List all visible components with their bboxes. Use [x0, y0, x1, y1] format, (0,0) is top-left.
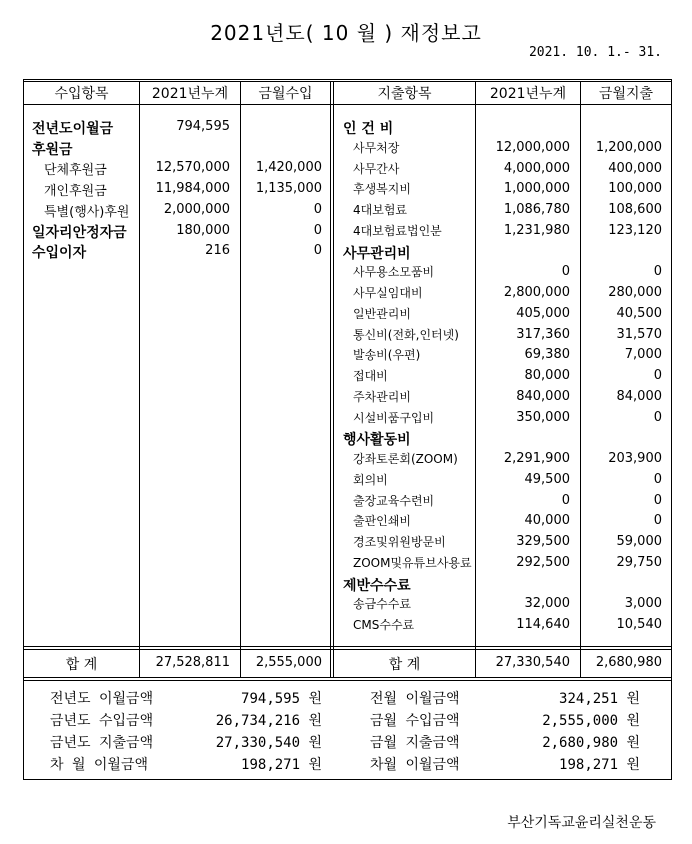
- summary-label: 전년도 이월금액: [50, 691, 154, 707]
- income-item-label: 수입이자: [32, 245, 87, 261]
- expense-item-cum: 2,291,900: [503, 451, 570, 466]
- income-item-cum: 11,984,000: [155, 181, 230, 196]
- totals-expense-cum: 27,330,540: [495, 655, 570, 670]
- summary-label: 차월 이월금액: [370, 757, 460, 773]
- expense-item-label: 출장교육수련비: [353, 494, 435, 508]
- summary-label: 금월 수입금액: [370, 713, 460, 729]
- summary-value: 794,595 원: [241, 691, 322, 707]
- expense-item-label: 발송비(우편): [353, 348, 421, 362]
- expense-item-label: 주차관리비: [353, 390, 411, 404]
- expense-item-cum: 329,500: [516, 534, 570, 549]
- col-divider-3a: [330, 81, 331, 678]
- expense-item-cum: 292,500: [516, 555, 570, 570]
- expense-item-cum: 114,640: [516, 617, 570, 632]
- income-item-label: 단체후원금: [44, 163, 107, 178]
- income-item-month: 0: [313, 223, 322, 238]
- expense-item-cum: 405,000: [516, 306, 570, 321]
- income-item-label: 특별(행사)후원: [44, 205, 130, 220]
- expense-item-month: 0: [653, 472, 662, 487]
- income-item-label: 개인후원금: [44, 184, 107, 199]
- income-item-month: 1,135,000: [255, 181, 322, 196]
- expense-category-label: 인 건 비: [343, 121, 394, 137]
- report-title: 2021년도( 10 월 ) 재정보고: [210, 21, 482, 45]
- expense-item-label: 시설비품구입비: [353, 411, 435, 425]
- summary-label: 금월 지출금액: [370, 735, 460, 751]
- expense-item-label: CMS수수료: [353, 618, 415, 632]
- expense-item-label: 사무실임대비: [353, 286, 423, 300]
- table-border-right: [671, 79, 672, 780]
- expense-item-label: 출판인쇄비: [353, 514, 411, 528]
- header-divider: [23, 104, 672, 105]
- header-expense-cum: 2021년누계: [489, 86, 567, 102]
- expense-item-month: 0: [653, 368, 662, 383]
- report-period: 2021. 10. 1.- 31.: [528, 45, 662, 60]
- expense-item-month: 108,600: [608, 202, 662, 217]
- totals-label-income: 합 계: [65, 657, 98, 673]
- expense-item-label: ZOOM및유튜브사용료: [353, 556, 472, 570]
- expense-item-label: 사무처장: [353, 141, 400, 155]
- totals-label-expense: 합 계: [388, 657, 421, 673]
- expense-item-month: 40,500: [616, 306, 662, 321]
- summary-value: 27,330,540 원: [215, 735, 322, 751]
- summary-label: 금년도 수입금액: [50, 713, 154, 729]
- organization-name: 부산기독교윤리실천운동: [507, 815, 656, 831]
- expense-item-month: 59,000: [616, 534, 662, 549]
- income-item-label: 후원금: [32, 142, 73, 158]
- summary-value: 2,680,980 원: [542, 735, 640, 751]
- header-income-cum: 2021년누계: [151, 86, 229, 102]
- income-item-cum: 12,570,000: [155, 160, 230, 175]
- header-expense-month: 금월지출: [598, 86, 654, 102]
- expense-item-label: 송금수수료: [353, 597, 411, 611]
- expense-item-month: 3,000: [624, 596, 662, 611]
- income-item-cum: 2,000,000: [163, 202, 230, 217]
- summary-label: 차 월 이월금액: [50, 757, 149, 773]
- header-income-month: 금월수입: [258, 86, 313, 102]
- header-expense-item: 지출항목: [377, 86, 432, 102]
- expense-item-label: 일반관리비: [353, 307, 411, 321]
- expense-item-label: 사무용소모품비: [353, 265, 435, 279]
- summary-value: 26,734,216 원: [215, 713, 322, 729]
- income-item-month: 1,420,000: [255, 160, 322, 175]
- expense-item-month: 100,000: [608, 181, 662, 196]
- expense-item-month: 10,540: [616, 617, 662, 632]
- expense-item-cum: 0: [561, 493, 570, 508]
- expense-item-month: 203,900: [608, 451, 662, 466]
- expense-item-month: 1,200,000: [595, 140, 662, 155]
- summary-value: 2,555,000 원: [542, 713, 640, 729]
- expense-category-label: 행사활동비: [343, 432, 411, 448]
- expense-item-month: 31,570: [616, 327, 662, 342]
- table-border-left: [23, 79, 24, 780]
- summary-value: 324,251 원: [559, 691, 640, 707]
- expense-item-cum: 2,800,000: [503, 285, 570, 300]
- expense-item-month: 0: [653, 493, 662, 508]
- table-border-bottom: [23, 779, 672, 780]
- summary-divider-2: [23, 680, 672, 681]
- expense-item-month: 123,120: [608, 223, 662, 238]
- expense-item-month: 0: [653, 513, 662, 528]
- expense-item-month: 280,000: [608, 285, 662, 300]
- expense-item-cum: 0: [561, 264, 570, 279]
- header-income-item: 수입항목: [54, 86, 109, 102]
- expense-item-label: 회의비: [353, 473, 388, 487]
- summary-value: 198,271 원: [241, 757, 322, 773]
- expense-item-cum: 1,231,980: [503, 223, 570, 238]
- income-item-label: 일자리안정자금: [32, 225, 127, 241]
- table-border-top-inner: [23, 81, 672, 82]
- expense-item-label: 사무간사: [353, 162, 400, 176]
- expense-item-cum: 1,000,000: [503, 181, 570, 196]
- expense-category-label: 사무관리비: [343, 246, 411, 262]
- expense-item-label: 4대보험료: [353, 203, 408, 217]
- expense-item-cum: 12,000,000: [495, 140, 570, 155]
- expense-item-month: 84,000: [616, 389, 662, 404]
- totals-divider-1: [23, 646, 672, 647]
- expense-item-label: 경조및위원방문비: [353, 535, 446, 549]
- summary-label: 전월 이월금액: [370, 691, 460, 707]
- expense-item-month: 29,750: [616, 555, 662, 570]
- expense-item-cum: 317,360: [516, 327, 570, 342]
- income-item-cum: 180,000: [176, 223, 230, 238]
- expense-item-cum: 1,086,780: [503, 202, 570, 217]
- totals-divider-2: [23, 649, 672, 650]
- expense-item-cum: 80,000: [524, 368, 570, 383]
- expense-item-month: 0: [653, 264, 662, 279]
- expense-item-label: 4대보험료법인분: [353, 224, 442, 238]
- expense-item-cum: 69,380: [524, 347, 570, 362]
- income-item-month: 0: [313, 202, 322, 217]
- summary-value: 198,271 원: [559, 757, 640, 773]
- expense-item-label: 통신비(전화,인터넷): [353, 328, 459, 342]
- col-divider-3b: [333, 81, 334, 678]
- totals-income-month: 2,555,000: [255, 655, 322, 670]
- income-item-cum: 216: [205, 243, 230, 258]
- expense-item-label: 후생복지비: [353, 182, 411, 196]
- expense-item-month: 0: [653, 410, 662, 425]
- income-item-cum: 794,595: [176, 119, 230, 134]
- income-item-label: 전년도이월금: [32, 121, 114, 137]
- expense-category-label: 제반수수료: [343, 578, 411, 594]
- expense-item-month: 7,000: [624, 347, 662, 362]
- expense-item-label: 접대비: [353, 369, 388, 383]
- expense-item-month: 400,000: [608, 161, 662, 176]
- expense-item-cum: 40,000: [524, 513, 570, 528]
- income-item-month: 0: [313, 243, 322, 258]
- summary-divider-1: [23, 677, 672, 678]
- expense-item-cum: 350,000: [516, 410, 570, 425]
- summary-label: 금년도 지출금액: [50, 735, 154, 751]
- table-border-top: [23, 79, 672, 80]
- expense-item-label: 강좌토론회(ZOOM): [353, 452, 458, 466]
- expense-item-cum: 32,000: [524, 596, 570, 611]
- expense-item-cum: 49,500: [524, 472, 570, 487]
- totals-income-cum: 27,528,811: [155, 655, 230, 670]
- totals-expense-month: 2,680,980: [595, 655, 662, 670]
- expense-item-cum: 4,000,000: [503, 161, 570, 176]
- expense-item-cum: 840,000: [516, 389, 570, 404]
